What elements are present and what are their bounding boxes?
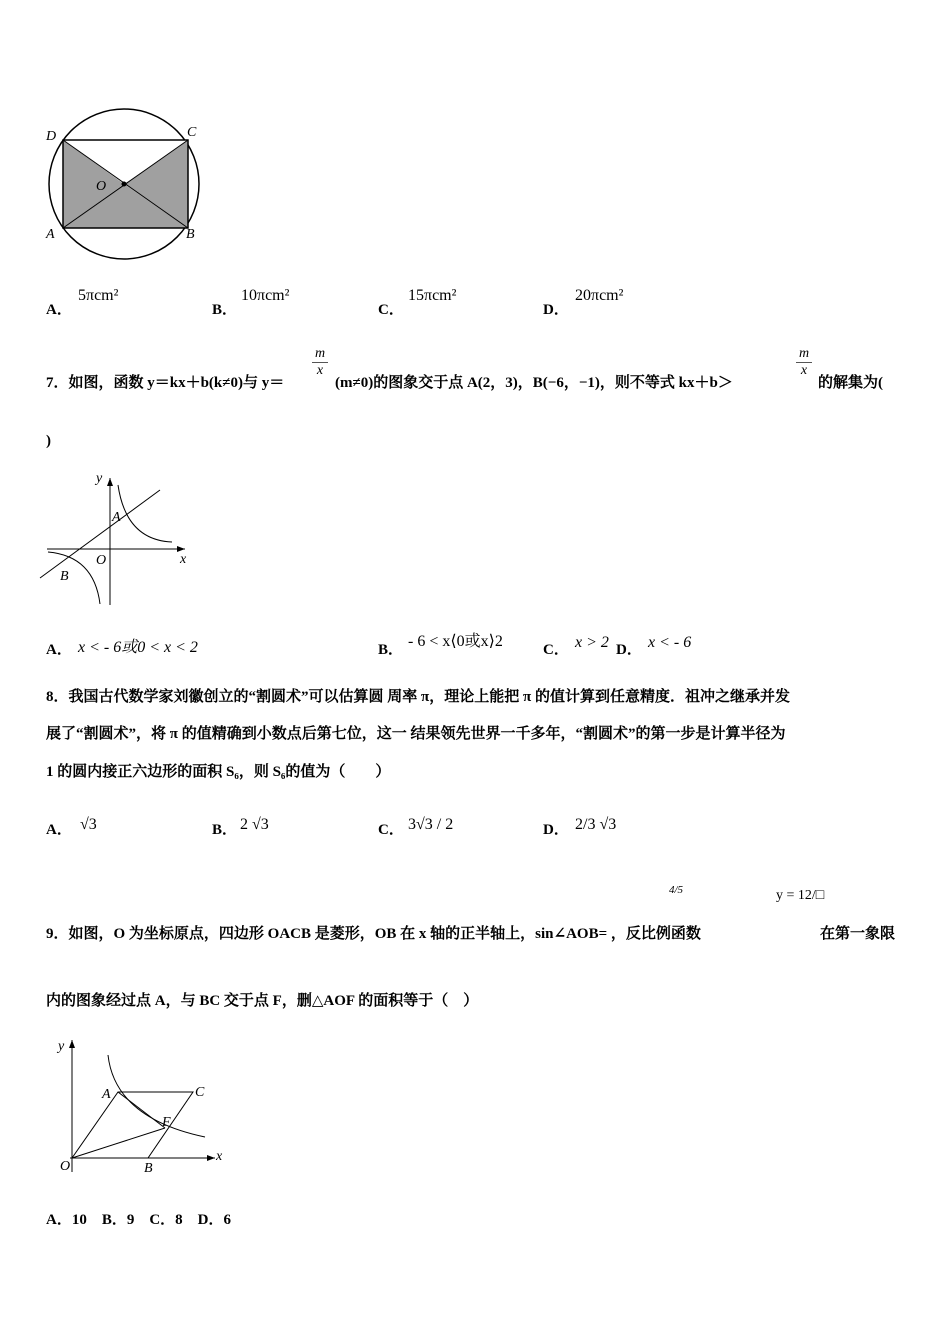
q7-close-paren: ) [46,433,51,449]
q7-option-d-value: x < - 6 [648,634,692,651]
q8-line-2: 展了“割圆术”，将 π 的值精确到小数点后第七位，这一 结果领先世界一千多年，“割圆术”的第一步是计算半径为 [46,726,786,742]
q7-fraction-2 [796,346,812,379]
inverse-function-formula: y = 12/□ [776,888,825,903]
denominator: x [316,363,324,378]
label-o: O [60,1159,71,1174]
label-y: y [58,1039,65,1054]
q6-option-c-letter[interactable]: C． [378,302,404,318]
label-o: O [96,179,107,194]
q7-option-a-value: x < - 6或0 < x < 2 [78,639,198,656]
q9-options[interactable]: A．10 B．9 C．8 D．6 [46,1212,232,1228]
q9-line-1-end: 在第一象限 [820,926,896,942]
q6-option-b-letter[interactable]: B． [212,302,238,318]
label-c: C [187,125,197,140]
label-c: C [195,1085,205,1100]
label-o: O [96,553,107,568]
q8-option-d-value: 2/3 √3 [575,816,617,833]
label-d: D [46,129,57,144]
q9-line-2: 内的图象经过点 A，与 BC 交于点 F，删△AOF 的面积等于（ ） [46,993,479,1009]
q7-fraction-1 [312,346,328,379]
label-a: A [102,1087,111,1102]
label-b: B [60,569,69,584]
q7-option-b-value: - 6 < x⟨0或x⟩2 [408,633,503,650]
label-a: A [112,510,121,525]
label-a: A [46,227,55,242]
q6-option-d-letter[interactable]: D． [543,302,569,318]
q7-option-a-letter[interactable]: A． [46,642,72,658]
label-f: F [162,1115,171,1130]
sin-fraction: 4/5 [669,884,684,896]
q6-option-c-value: 15πcm² [408,287,457,304]
q6-option-b-value: 10πcm² [241,287,290,304]
q9-line-1: 9．如图，O 为坐标原点，四边形 OACB 是菱形，OB 在 x 轴的正半轴上，sin∠AOB= ，反比例函数 [46,926,701,942]
q7-text-c: 的解集为( [818,375,883,391]
q8-option-d-letter[interactable]: D． [543,822,569,838]
q8-option-b-value: 2 √3 [240,816,269,833]
rhombus-graph-figure [0,0,240,1190]
q8-option-a-value: √3 [80,816,97,833]
label-x: x [180,552,187,567]
numerator: m [798,346,810,361]
q7-option-c-letter[interactable]: C． [543,642,569,658]
q6-option-a-letter[interactable]: A． [46,302,72,318]
q7-text-a: 7．如图，函数 y＝kx＋b(k≠0)与 y＝ [46,375,285,391]
q7-option-d-letter[interactable]: D． [616,642,642,658]
q8-line-1: 8．我国古代数学家刘徽创立的“割圆术”可以估算圆 周率 π，理论上能把 π 的值计算到任意精度．祖冲之继承并发 [46,689,790,705]
q8-option-b-letter[interactable]: B． [212,822,238,838]
label-b: B [186,227,195,242]
q7-option-b-letter[interactable]: B． [378,642,404,658]
label-y: y [96,471,103,486]
label-b: B [144,1161,153,1176]
q8-option-c-letter[interactable]: C． [378,822,404,838]
q6-option-d-value: 20πcm² [575,287,624,304]
q8-option-a-letter[interactable]: A． [46,822,72,838]
numerator: m [314,346,326,361]
q7-option-c-value: x > 2 [575,634,609,651]
q7-text-b: (m≠0)的图象交于点 A(2，3)，B(−6，−1)，则不等式 kx＋b＞ [335,375,733,391]
q6-option-a-value: 5πcm² [78,287,119,304]
q8-option-c-value: 3√3 / 2 [408,816,454,833]
denominator: x [800,363,808,378]
label-x: x [216,1149,223,1164]
q8-line-3: 1 的圆内接正六边形的面积 S₆，则 S₆的值为（ ） [46,764,391,780]
